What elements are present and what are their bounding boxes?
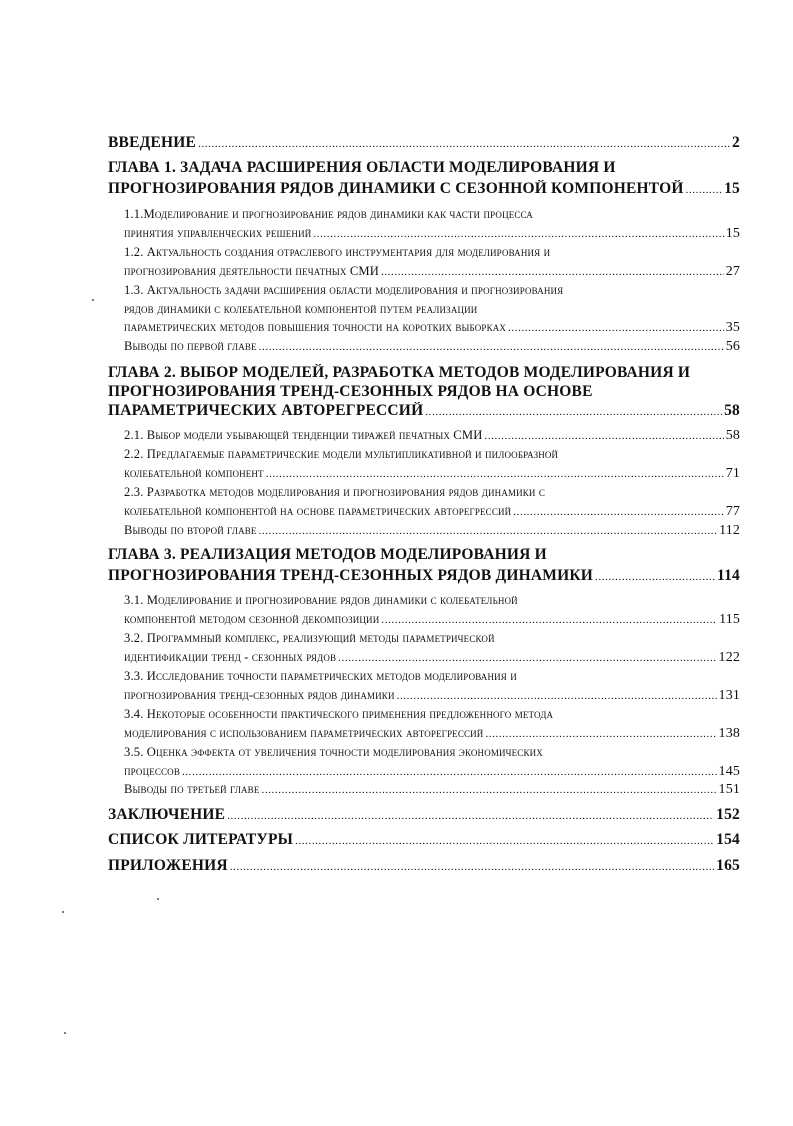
scan-speck	[62, 911, 64, 913]
section-title: 3.3. Исследование точности параметрических методов моделирования и	[124, 669, 517, 683]
dot-leader	[230, 857, 714, 875]
dot-leader	[381, 264, 724, 279]
toc-entry-chapter-1[interactable]	[108, 180, 740, 198]
section-3-4-line[interactable]	[124, 707, 740, 722]
toc-entry-section-2-1[interactable]	[124, 428, 740, 444]
section-3-2-line[interactable]	[124, 631, 740, 646]
dot-leader	[595, 567, 715, 585]
toc-entry-section-1-1[interactable]	[124, 226, 740, 242]
section-title: 2.2. Предлагаемые параметрические модели мультипликативной и пилообразной	[124, 447, 559, 461]
page-number: 77	[725, 504, 740, 519]
page-number: 27	[725, 264, 740, 279]
page-number: 122	[718, 650, 740, 665]
dot-leader	[397, 688, 717, 703]
section-3-3-line[interactable]	[124, 669, 740, 684]
section-1-2-line[interactable]	[124, 245, 740, 260]
toc-entry-title: ПРИЛОЖЕНИЯ	[108, 857, 228, 874]
section-title-cont: прогнозирования тренд-сезонных рядов динамики	[124, 688, 395, 702]
toc-entry-section-1-2[interactable]	[124, 264, 740, 280]
section-title-cont: моделирования с использованием параметрических авторегрессий	[124, 726, 484, 740]
page-number: 35	[725, 320, 740, 335]
section-title-cont: рядов динамики с колебательной компонентой путем реализации	[124, 302, 478, 316]
section-title-cont: прогнозирования деятельности печатных СМИ	[124, 264, 379, 278]
section-title: Выводы по второй главе	[124, 523, 257, 537]
scan-speck	[92, 299, 94, 301]
chapter-2-title-line[interactable]	[108, 364, 740, 382]
section-title-cont: колебательной компонент	[124, 466, 264, 480]
page-number: 152	[716, 806, 740, 823]
section-title: 1.3. Актуальность задачи расширения области моделирования и прогнозирования	[124, 283, 564, 297]
toc-entry-section-3-5[interactable]	[124, 764, 740, 780]
section-title-cont: колебательной компонентой на основе параметрических авторегрессий	[124, 504, 512, 518]
section-title: 3.4. Некоторые особенности практического применения предложенного метода	[124, 707, 554, 721]
toc-entry-title: СПИСОК ЛИТЕРАТУРЫ	[108, 831, 294, 848]
dot-leader	[485, 726, 716, 741]
toc-entry-section-3-4[interactable]	[124, 726, 740, 742]
chapter-3-title-cont: ПРОГНОЗИРОВАНИЯ ТРЕНД-СЕЗОННЫХ РЯДОВ ДИНАМИКИ	[108, 567, 594, 584]
dot-leader	[381, 612, 717, 627]
dot-leader	[338, 650, 716, 665]
chapter-2-title-cont: ПАРАМЕТРИЧЕСКИХ АВТОРЕГРЕССИЙ	[108, 402, 424, 419]
dot-leader	[313, 226, 723, 241]
section-3-1-line[interactable]	[124, 593, 740, 608]
toc-entry-chapter-3-conclusions[interactable]	[124, 782, 740, 798]
chapter-1-title-cont: ПРОГНОЗИРОВАНИЯ РЯДОВ ДИНАМИКИ С СЕЗОННОЙ КОМПОНЕНТОЙ	[108, 180, 684, 197]
page-number: 71	[725, 466, 740, 481]
toc-entry-appendices[interactable]	[108, 857, 740, 875]
page-number: 138	[718, 726, 740, 741]
toc-entry-chapter-3[interactable]	[108, 567, 740, 585]
toc-entry-section-3-2[interactable]	[124, 650, 740, 666]
chapter-2-title-cont: ПРОГНОЗИРОВАНИЯ ТРЕНД-СЕЗОННЫХ РЯДОВ НА ОСНОВЕ	[108, 383, 593, 400]
scan-speck	[64, 1032, 66, 1034]
toc-entry-introduction[interactable]	[108, 134, 740, 152]
toc-entry-chapter-2[interactable]	[108, 402, 740, 420]
toc-entry-title: ЗАКЛЮЧЕНИЕ	[108, 806, 226, 823]
dot-leader	[198, 134, 730, 152]
dot-leader	[266, 466, 724, 481]
section-1-3-line[interactable]	[124, 283, 740, 298]
section-title: 3.5. Оценка эффекта от увеличения точности моделирования экономических	[124, 745, 543, 759]
dot-leader	[227, 806, 714, 824]
page-number: 56	[725, 339, 740, 354]
page-number: 165	[716, 857, 740, 874]
page-number: 58	[725, 428, 740, 443]
page-number: 151	[718, 782, 740, 797]
section-1-3-line-2[interactable]	[124, 302, 740, 317]
toc-entry-section-3-3[interactable]	[124, 688, 740, 704]
section-title: Выводы по третьей главе	[124, 782, 260, 796]
toc-entry-section-2-3[interactable]	[124, 504, 740, 520]
section-title-cont: идентификации тренд - сезонных рядов	[124, 650, 337, 664]
section-2-2-line[interactable]	[124, 447, 740, 462]
toc-entry-section-3-1[interactable]	[124, 612, 740, 628]
chapter-3-title-line[interactable]	[108, 546, 740, 564]
toc-entry-title: ВВЕДЕНИЕ	[108, 134, 197, 151]
toc-entry-chapter-1-conclusions[interactable]	[124, 339, 740, 355]
page-number: 15	[725, 226, 740, 241]
section-3-5-line[interactable]	[124, 745, 740, 760]
chapter-2-title: ГЛАВА 2. ВЫБОР МОДЕЛЕЙ, РАЗРАБОТКА МЕТОДОВ МОДЕЛИРОВАНИЯ И	[108, 364, 691, 381]
dot-leader	[259, 523, 718, 538]
toc-entry-section-1-3[interactable]	[124, 320, 740, 336]
section-title: Выводы по первой главе	[124, 339, 257, 353]
section-title: 2.1. Выбор модели убывающей тенденции тиражей печатных СМИ	[124, 428, 483, 442]
chapter-1-title: ГЛАВА 1. ЗАДАЧА РАСШИРЕНИЯ ОБЛАСТИ МОДЕЛИРОВАНИЯ И	[108, 159, 616, 176]
section-title: 1.1.Моделирование и прогнозирование рядов динамики как части процесса	[124, 207, 533, 221]
chapter-1-title-line[interactable]	[108, 159, 740, 177]
section-title: 3.2. Программный комплекс, реализующий методы параметрической	[124, 631, 495, 645]
page-number: 58	[724, 402, 740, 419]
toc-entry-section-2-2[interactable]	[124, 466, 740, 482]
page-number: 145	[718, 764, 740, 779]
dot-leader	[686, 180, 722, 198]
page-number: 115	[719, 612, 740, 627]
page-number: 2	[732, 134, 740, 151]
dot-leader	[259, 339, 724, 354]
toc-entry-references[interactable]	[108, 831, 740, 849]
dot-leader	[425, 402, 722, 420]
page-number: 154	[716, 831, 740, 848]
toc-entry-chapter-2-conclusions[interactable]	[124, 523, 740, 539]
dot-leader	[508, 320, 724, 335]
dot-leader	[182, 764, 717, 779]
dot-leader	[261, 782, 716, 797]
page-number: 112	[719, 523, 740, 538]
section-title-cont: принятия управленческих решений	[124, 226, 312, 240]
section-1-1-line[interactable]	[124, 207, 740, 222]
page-number: 15	[724, 180, 740, 197]
section-title-cont: параметрических методов повышения точности на коротких выборках	[124, 320, 507, 334]
section-title: 1.2. Актуальность создания отраслевого инструментария для моделирования и	[124, 245, 551, 259]
section-title: 2.3. Разработка методов моделирования и прогнозирования рядов динамики с	[124, 485, 546, 499]
dot-leader	[513, 504, 723, 519]
chapter-3-title: ГЛАВА 3. РЕАЛИЗАЦИЯ МЕТОДОВ МОДЕЛИРОВАНИЯ И	[108, 546, 547, 563]
section-title-cont: процессов	[124, 764, 180, 778]
section-title-cont: компонентой методом сезонной декомпозиции	[124, 612, 380, 626]
page-number: 114	[717, 567, 740, 584]
toc-entry-conclusion[interactable]	[108, 806, 740, 824]
section-title: 3.1. Моделирование и прогнозирование рядов динамики с колебательной	[124, 593, 518, 607]
chapter-2-title-line-2[interactable]	[108, 383, 740, 401]
page-number: 131	[718, 688, 740, 703]
dot-leader	[295, 831, 714, 849]
section-2-3-line[interactable]	[124, 485, 740, 500]
dot-leader	[484, 428, 723, 443]
scan-speck	[157, 898, 159, 900]
